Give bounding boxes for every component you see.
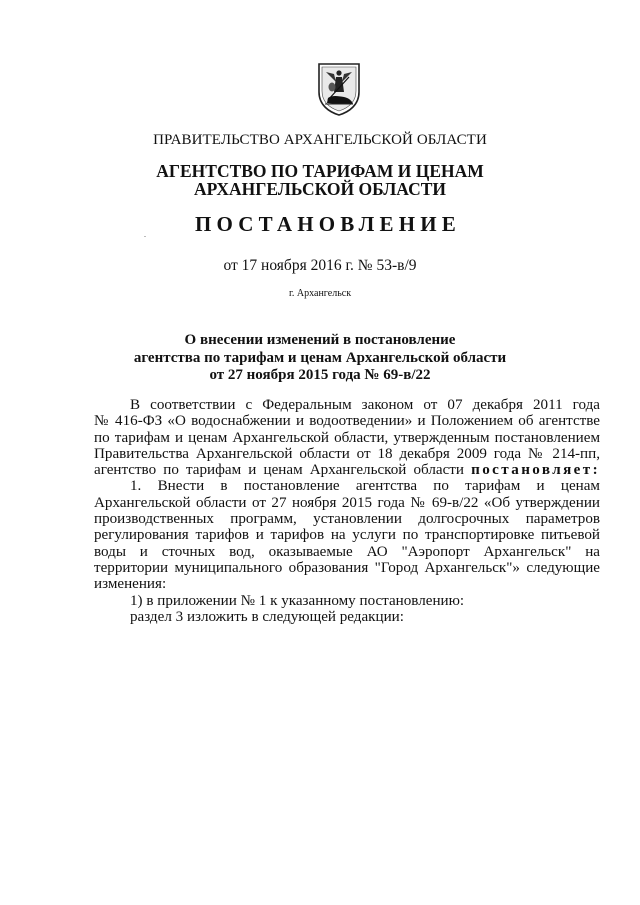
agency-name-line-2: АРХАНГЕЛЬСКОЙ ОБЛАСТИ: [194, 179, 446, 199]
body-line: по тарифам и ценам Архангельской области, утвержденным постановлением: [94, 429, 600, 446]
body-line: территории муниципального образования "Город Архангельск"» следующие: [94, 559, 600, 576]
body-line: регулирования тарифов и тарифов на услуги по транспортировке питьевой: [94, 527, 600, 544]
subject-line-1: О внесении изменений в постановление: [184, 332, 456, 348]
agency-name: [0, 162, 640, 198]
decree-word: постановляет:: [471, 462, 600, 479]
list-item: раздел 3 изложить в следующей редакции:: [130, 608, 404, 625]
body-line: воды и сточных вод, оказываемые АО "Аэропорт Архангельск" на: [94, 543, 600, 560]
body-line: Архангельской области от 27 ноября 2015 года № 69-в/22 «Об утверждении: [94, 494, 600, 511]
agency-name-line-1: АГЕНТСТВО ПО ТАРИФАМ И ЦЕНАМ: [156, 161, 484, 181]
body-line: изменения:: [94, 576, 167, 593]
body-line: [94, 462, 600, 478]
document-subject: [0, 332, 640, 385]
coat-of-arms-icon: [316, 60, 362, 116]
subject-line-3: от 27 ноября 2015 года № 69-в/22: [209, 367, 431, 383]
list-item: 1) в приложении № 1 к указанному постановлению:: [130, 592, 465, 609]
government-name: ПРАВИТЕЛЬСТВО АРХАНГЕЛЬСКОЙ ОБЛАСТИ: [153, 132, 487, 148]
body-line-text: агентство по тарифам и ценам Архангельской области: [94, 462, 464, 479]
body-line: В соответствии с Федеральным законом от 07 декабря 2011 года: [130, 397, 600, 413]
body-line: 1. Внести в постановление агентства по тарифам и ценам: [130, 478, 600, 495]
document-date-number: от 17 ноября 2016 г. № 53-в/9: [223, 257, 417, 274]
body-line: Правительства Архангельской области от 18 декабря 2009 года № 214-пп,: [94, 445, 600, 462]
body-line: производственных программ, установлении долгосрочных параметров: [94, 511, 600, 528]
scan-speck: [144, 236, 146, 237]
subject-line-2: агентства по тарифам и ценам Архангельской области: [133, 349, 507, 366]
document-body: [94, 397, 600, 625]
body-line: № 416-ФЗ «О водоснабжении и водоотведении» и Положением об агентстве: [94, 413, 600, 430]
document-city: г. Архангельск: [288, 288, 352, 299]
document-type: ПОСТАНОВЛЕНИЕ: [194, 212, 462, 236]
